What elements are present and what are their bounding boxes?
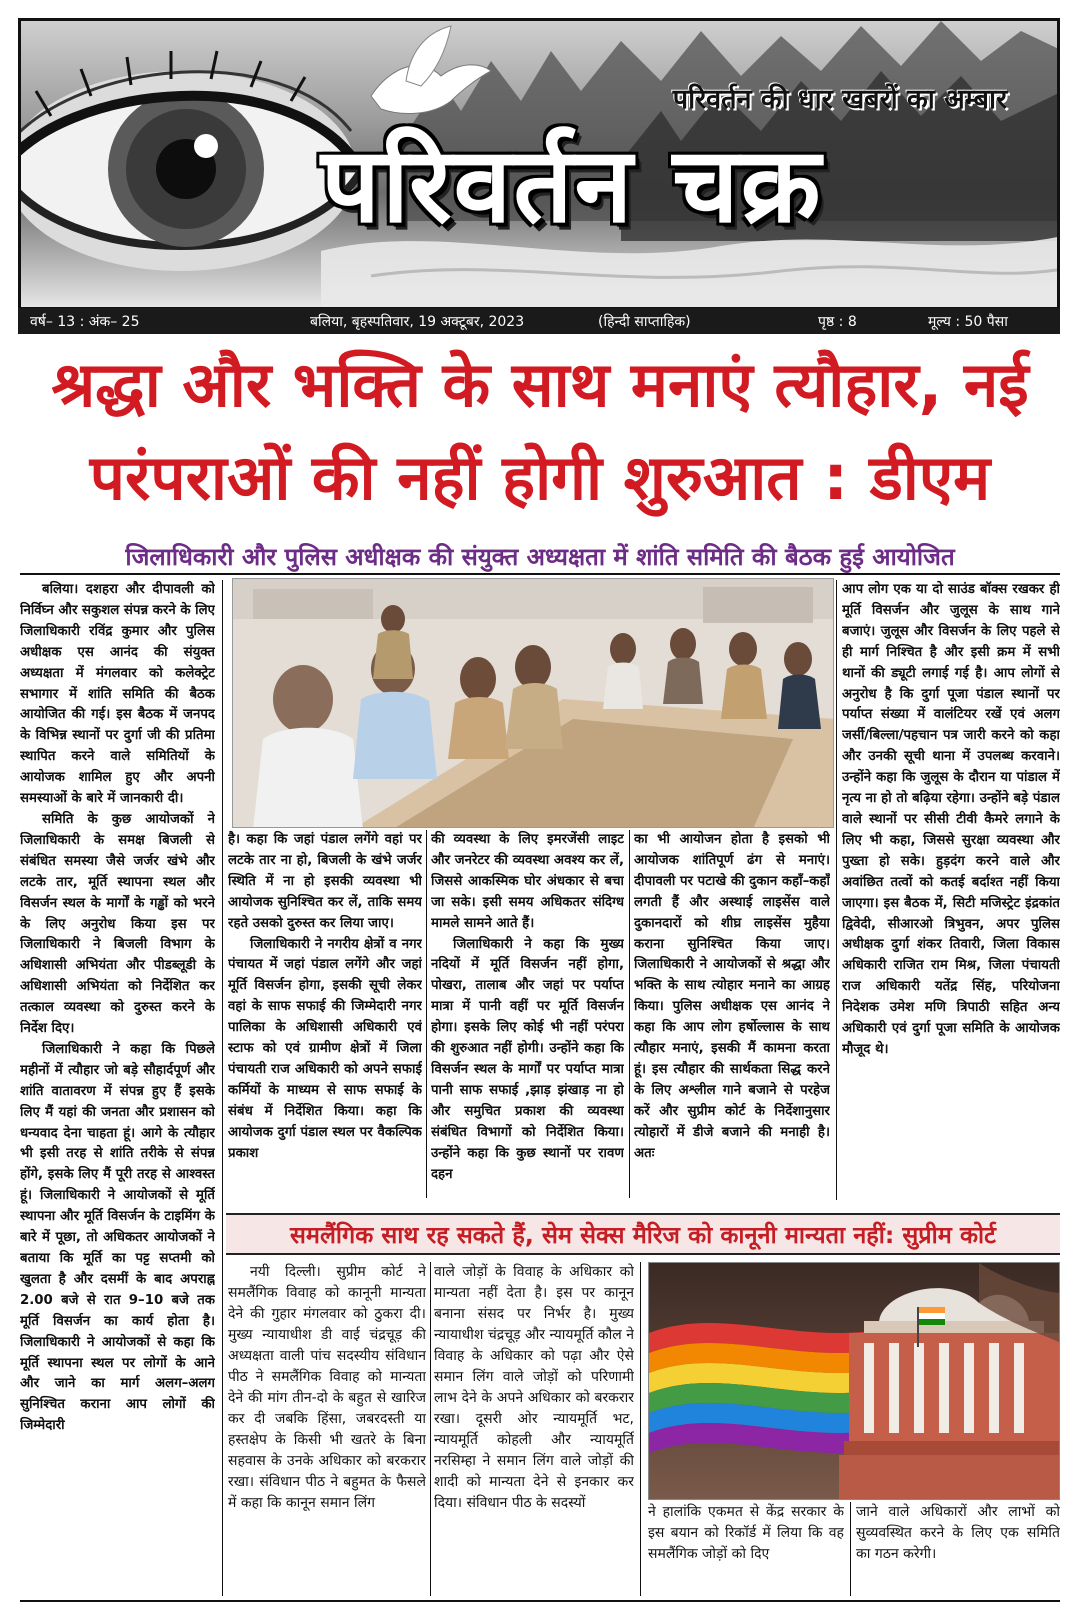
lead-column-5: [842, 580, 1060, 1200]
story2-column-1: नयी दिल्ली। सुप्रीम कोर्ट ने समलैंगिक विवाह को कानूनी मान्यता देने की गुहार मंगलवार को ठुकरा दी। मुख्य न्यायाधीश डी वाई चंद्रचूड़ की अध्यक्षता वाली पांच सदस्यीय संविधान पीठ ने समलैंगिक विवाह को मान्यता देने की मांग तीन-दो के बहुत से खारिज कर दी जबकि हिंसा, जबरदस्ती या हस्तक्षेप के किसी भी खतरे के बिना सहवास के उनके अधिकार को बरकरार रखा। संविधान पीठ ने बहुमत के फैसले में कहा कि कानून समान लिंग: [228, 1264, 426, 1511]
story2-headline: समलैंगिक साथ रह सकते हैं, सेम सेक्स मैरिज को कानूनी मान्यता नहीं: सुप्रीम कोर्ट: [226, 1213, 1060, 1255]
issue-info-bar: [18, 308, 1060, 334]
page-number: पृष्ठ : 8: [818, 313, 857, 330]
lead-col1-para-1: बलिया। दशहरा और दीपावली को निर्विघ्न और सकुशल संपन्न करने के लिए जिलाधिकारी रविंद्र कुमार और पुलिस अधीक्षक एस आनंद की संयुक्त अध्यक्षता में मंगलवार को कलेक्ट्रेट सभागार में शांति समिति की बैठक आयोजित की गई। इस बैठक में जनपद के विभिन्न स्थानों पर दुर्गा जी की प्रतिमा स्थापित करने वाले समितियों के आयोजक शामिल हुए और अपनी समस्याओं के बारे में जानकारी दी।: [20, 582, 215, 807]
supreme-court-image: [648, 1262, 1060, 1500]
column-divider: [222, 580, 223, 1596]
eye-illustration: [21, 51, 361, 271]
lead-column-1: [20, 580, 215, 1596]
page-bottom-rule: [20, 1600, 1060, 1602]
lead-col3-para-1: की व्यवस्था के लिए इमरजेंसी लाइट और जनरेटर की व्यवस्था अवश्य कर लें, जिससे आकस्मिक घोर अंधकार से बचा जा सके। इसी समय अधिकतर संदिग्ध मामले सामने आते हैं।: [431, 832, 624, 931]
lead-col1-para-3: जिलाधिकारी ने कहा कि पिछले महीनों में त्यौहार जो बड़े सौहार्दपूर्ण और शांति वातावरण में संपन्न हुए हैं इसके लिए मैं यहां की जनता और प्रशासन को धन्यवाद देना चाहता हूं। आगे के त्यौहार भी इसी तरह से शांति तरीके से संपन्न होंगे, इसके लिए मैं पूरी तरह से आश्वस्त हूं। जिलाधिकारी ने आयोजकों से मूर्ति स्थापना और मूर्ति विसर्जन के टाइमिंग के बारे में पूछा, तो अधिकतर आयोजकों ने बताया कि मूर्ति का पट्ट सप्तमी को खुलता है और दसमीं के बाद अपराह्न 2.00 बजे से रात 9–10 बजे तक मूर्ति विसर्जन का कार्य होता है। जिलाधिकारी ने आयोजकों से कहा कि मूर्ति स्थापना स्थल पर लोगों के आने और जाने का मार्ग अलग–अलग सुनिश्चित कराना आप लोगों की जिम्मेदारी: [20, 1041, 215, 1434]
supreme-court-art: [649, 1263, 1060, 1500]
column-divider: [430, 1262, 431, 1596]
story2-column-4: जाने वाले अधिकारों और लाभों को सुव्यवस्थित करने के लिए एक समिति का गठन करेगी।: [856, 1504, 1060, 1562]
lead-column-3: [431, 830, 624, 1198]
column-divider: [640, 1262, 641, 1596]
lead-col5-para-1: आप लोग एक या दो साउंड बॉक्स रखकर ही मूर्ति विसर्जन और जुलूस के साथ गाने बजाएं। जुलूस और विसर्जन के लिए पहले से ही मार्ग निश्चित है और इसी क्रम में सभी थानों की ड्यूटी लगाई गई है। आप लोगों से अनुरोध है कि दुर्गा पूजा पंडाल स्थानों पर पर्याप्त संख्या में वालंटियर रखें एवं अलग जर्सी/बिल्ला/पहचान पत्र जारी करने को कहा और उनकी सूची थाना में उपलब्ध करवाने। उन्होंने कहा कि जुलूस के दौरान या पांडाल में नृत्य ना हो तो बढ़िया रहेगा। उन्होंने बड़े पंडाल वाले स्थानों पर सीसी टीवी कैमरे लगाने के लिए भी कहा, जिससे सुरक्षा व्यवस्था और पुख्ता हो सके। हुड़दंग करने वाले और अवांछित तत्वों को कतई बर्दाश्त नहीं किया जाएगा। इस बैठक में, सिटी मजिस्ट्रेट इंद्रकांत द्विवेदी, सीआरओ त्रिभुवन, अपर पुलिस अधीक्षक दुर्गा शंकर तिवारी, जिला विकास अधिकारी राजित राम मिश्र, जिला पंचायती राज अधिकारी यतेंद्र सिंह, परियोजना निदेशक उमेश मणि त्रिपाठी सहित अन्य अधिकारी एवं दुर्गा पूजा समिति के आयोजक मौजूद थे।: [842, 582, 1060, 1057]
column-divider: [426, 830, 427, 1198]
meeting-photo: [232, 578, 834, 828]
lead-column-4: [634, 830, 830, 1198]
place-date: बलिया, बृहस्पतिवार, 19 अक्टूबर, 2023: [310, 313, 525, 330]
masthead-tagline: परिवर्तन की धार खबरों का अम्बार: [672, 84, 1007, 115]
story2-column-3: ने हालांकि एकमत से केंद्र सरकार के इस बयान को रिकॉर्ड में लिया कि वह समलैंगिक जोड़ों को दिए: [648, 1504, 844, 1562]
price-label: मूल्य : 50 पैसा: [928, 313, 1008, 330]
lead-headline: श्रद्धा और भक्ति के साथ मनाएं त्यौहार, नई परंपराओं की नहीं होगी शुरुआत : डीएम: [51, 348, 1029, 514]
masthead-banner: [18, 18, 1060, 310]
column-divider: [836, 580, 837, 1200]
subhead-rule: [20, 573, 1060, 575]
column-divider: [850, 1502, 851, 1596]
lead-col3-para-2: जिलाधिकारी ने कहा कि मुख्य नदियों में मूर्ति विसर्जन नहीं होगा, पोखरा, तालाब और जहां पर पर्याप्त मात्रा में पानी वहीं पर मूर्ति विसर्जन होगा। इसके लिए कोई भी नहीं परंपरा की शुरुआत नहीं होगी। उन्होंने कहा कि विसर्जन स्थल के मार्गों पर पर्याप्त मात्रा पानी साफ सफाई ,झाड़ झंखाड़ ना हो और समुचित प्रकाश की व्यवस्था संबंधित विभागों को निर्देशित किया। उन्होंने कहा कि कुछ स्थानों पर रावण दहन: [431, 936, 624, 1182]
lead-col2-para-1: है। कहा कि जहां पंडाल लगेंगे वहां पर लटके तार ना हो, बिजली के खंभे जर्जर स्थिति में ना हो इसकी व्यवस्था भी आयोजक सुनिश्चित कर लें, ताकि समय रहते उसको दुरुस्त कर लिया जाए।: [228, 832, 422, 931]
lead-col4-para-1: का भी आयोजन होता है इसको भी आयोजक शांतिपूर्ण ढंग से मनाएं। दीपावली पर पटाखे की दुकान कहाँ–कहाँ लगती हैं और अस्थाई लाइसेंस वाले दुकानदारों को शीघ्र लाइसेंस मुहैया कराना सुनिश्चित किया जाए। जिलाधिकारी ने आयोजकों से श्रद्धा और भक्ति के साथ त्योहार मनाने का आग्रह किया। पुलिस अधीक्षक एस आनंद ने कहा कि आप लोग हर्षोल्लास के साथ त्यौहार मनाएं, इसकी मैं कामना करता हूं। इस त्यौहार की सार्थकता सिद्ध करने के लिए अश्लील गाने बजाने से परहेज करें और सुप्रीम कोर्ट के निर्देशानुसार त्योहारों में डीजे बजाने की मनाही है। अतः: [634, 832, 830, 1161]
meeting-photo-art: [233, 579, 834, 828]
volume-issue: वर्ष– 13 : अंक– 25: [30, 313, 140, 330]
edition-label: (हिन्दी साप्ताहिक): [598, 313, 691, 330]
lead-subhead: जिलाधिकारी और पुलिस अधीक्षक की संयुक्त अध्यक्षता में शांति समिति की बैठक हुई आयोजित: [125, 543, 955, 571]
lead-col2-para-2: जिलाधिकारी ने नगरीय क्षेत्रों व नगर पंचायत में जहां पंडाल लगेंगे और जहां मूर्ति विसर्जन होगा, इसकी सूची लेकर वहां के साफ सफाई की जिम्मेदारी नगर पालिका के अधिशासी अधिकारी एवं स्टाफ को एवं ग्रामीण क्षेत्रों में जिला पंचायती राज अधिकारी को अपने सफाई कर्मियों के माध्यम से साफ सफाई के संबंध में निर्देशित किया। कहा कि आयोजक दुर्गा पंडाल स्थल पर वैकल्पिक प्रकाश: [228, 936, 422, 1161]
story2-column-2: वाले जोड़ों के विवाह के अधिकार को मान्यता नहीं देता है। इस पर कानून बनाना संसद पर निर्भर है। मुख्य न्यायाधीश चंद्रचूड़ और न्यायमूर्ति कौल ने विवाह के अधिकार को पढ़ा और ऐसे समान लिंग वाले जोड़ों को परिणामी लाभ देने के अपने अधिकार को बरकरार रखा। दूसरी ओर न्यायमूर्ति भट, न्यायमूर्ति कोहली और न्यायमूर्ति नरसिम्हा ने समान लिंग वाले जोड़ों की शादी को मान्यता देने से इनकार कर दिया। संविधान पीठ के सदस्यों: [434, 1264, 634, 1511]
lead-column-2: [228, 830, 422, 1198]
column-divider: [629, 830, 630, 1198]
lead-col1-para-2: समिति के कुछ आयोजकों ने जिलाधिकारी के समक्ष बिजली से संबंधित समस्या जैसे जर्जर खंभे और लटके तार, मूर्ति स्थापना स्थल और विसर्जन स्थल के मार्गों के गड्ढों को भरने के लिए अनुरोध किया इस पर जिलाधिकारी ने बिजली विभाग के अधिशासी अभियंता और पीडब्लूडी के अधिशासी अभियंता को निर्देशित कर तत्काल व्यवस्था को दुरुस्त करने के निर्देश दिए।: [20, 811, 215, 1037]
newspaper-title: परिवर्तन चक्र: [321, 124, 823, 246]
